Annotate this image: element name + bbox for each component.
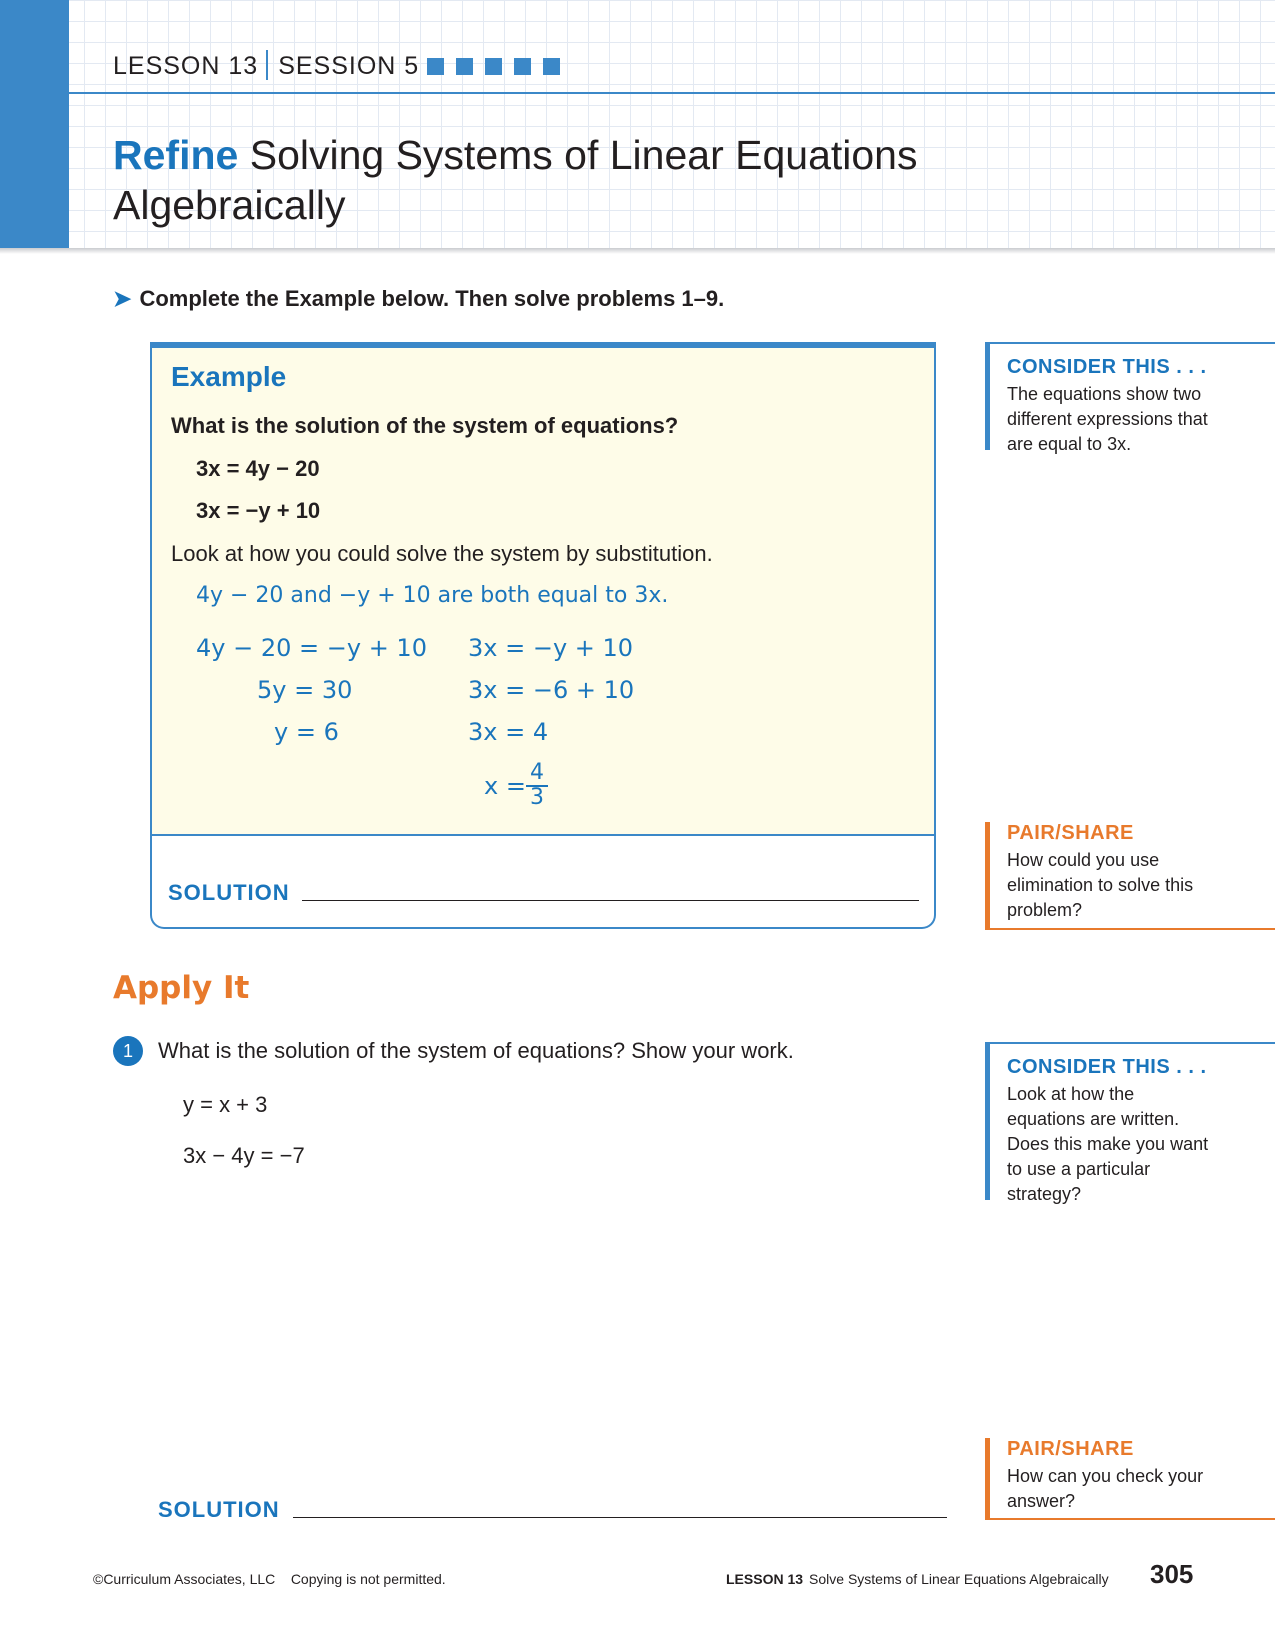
consider-this-note xyxy=(985,342,1275,454)
page-title xyxy=(113,130,1013,230)
footer-lesson xyxy=(726,1571,1109,1587)
note-title: PAIR/SHARE xyxy=(1007,822,1134,844)
session-square xyxy=(543,58,560,75)
work-left-step: y = 6 xyxy=(274,718,339,746)
lesson-label: LESSON 13 xyxy=(113,52,259,80)
page-number: 305 xyxy=(1150,1559,1194,1589)
example-title: Example xyxy=(171,361,287,392)
fraction-numerator: 4 xyxy=(526,762,548,787)
header-rule xyxy=(69,92,1275,94)
note-body: Look at how the equations are written. Does this make you want to use a particular strategy? xyxy=(1007,1084,1209,1204)
apply-it-heading: Apply It xyxy=(113,970,250,1006)
work-right-step: 3x = −6 + 10 xyxy=(468,676,635,704)
final-step-prefix: x = xyxy=(484,772,526,800)
fraction-denominator: 3 xyxy=(530,785,544,810)
problem-1-equation-1: y = x + 3 xyxy=(183,1092,268,1117)
problem-number-badge: 1 xyxy=(113,1036,143,1066)
session-progress-squares xyxy=(427,58,572,80)
note-bar xyxy=(985,344,990,450)
footer-lesson-title: Solve Systems of Linear Equations Algebraically xyxy=(809,1571,1109,1587)
footer-copyright: ©Curriculum Associates, LLC Copying is not permitted. xyxy=(93,1571,446,1587)
session-square xyxy=(427,58,444,75)
example-prompt: Look at how you could solve the system by substitution. xyxy=(171,541,713,566)
problem-1-solution-line[interactable] xyxy=(293,1517,947,1518)
separator xyxy=(266,50,268,80)
example-solution-line[interactable] xyxy=(302,900,919,901)
example-solution-label: SOLUTION xyxy=(168,880,290,905)
work-right-step: 3x = 4 xyxy=(468,718,549,746)
problem-1-question: What is the solution of the system of equations? Show your work. xyxy=(158,1038,794,1063)
instruction xyxy=(113,286,724,312)
final-fraction xyxy=(526,762,548,809)
note-bar xyxy=(985,1438,990,1518)
work-left-step: 4y − 20 = −y + 10 xyxy=(196,634,427,662)
title-keyword: Refine xyxy=(113,132,239,178)
problem-1-equation-2: 3x − 4y = −7 xyxy=(183,1143,305,1168)
example-equation-2: 3x = −y + 10 xyxy=(196,498,321,523)
note-title: CONSIDER THIS . . . xyxy=(1007,1056,1207,1078)
note-title: CONSIDER THIS . . . xyxy=(1007,356,1207,378)
note-body: How can you check your answer? xyxy=(1007,1466,1204,1511)
pair-share-note xyxy=(985,1438,1275,1520)
title-text: Solving Systems of Linear Equations Algebraically xyxy=(113,132,918,228)
session-square xyxy=(514,58,531,75)
note-title: PAIR/SHARE xyxy=(1007,1438,1134,1460)
session-square xyxy=(456,58,473,75)
lesson-session-label xyxy=(113,50,419,81)
note-bar xyxy=(985,822,990,928)
header-color-bar xyxy=(0,0,69,250)
handwritten-note: 4y − 20 and −y + 10 are both equal to 3x. xyxy=(196,583,669,608)
note-bar xyxy=(985,1044,990,1200)
pair-share-note xyxy=(985,822,1275,930)
footer-lesson-label: LESSON 13 xyxy=(726,1571,804,1587)
consider-this-note xyxy=(985,1042,1275,1204)
example-question: What is the solution of the system of equations? xyxy=(171,413,679,438)
instruction-text: Complete the Example below. Then solve problems 1–9. xyxy=(139,286,725,311)
session-square xyxy=(485,58,502,75)
work-left-step: 5y = 30 xyxy=(257,676,353,704)
work-right-step: 3x = −y + 10 xyxy=(468,634,634,662)
problem-1-solution-label: SOLUTION xyxy=(158,1497,280,1522)
note-body: The equations show two different expressions that are equal to 3x. xyxy=(1007,384,1208,454)
session-label: SESSION 5 xyxy=(278,52,420,80)
header-shadow xyxy=(0,248,1275,254)
example-equation-1: 3x = 4y − 20 xyxy=(196,456,320,481)
arrow-icon: ➤ xyxy=(113,286,132,311)
note-body: How could you use elimination to solve this problem? xyxy=(1007,850,1194,920)
